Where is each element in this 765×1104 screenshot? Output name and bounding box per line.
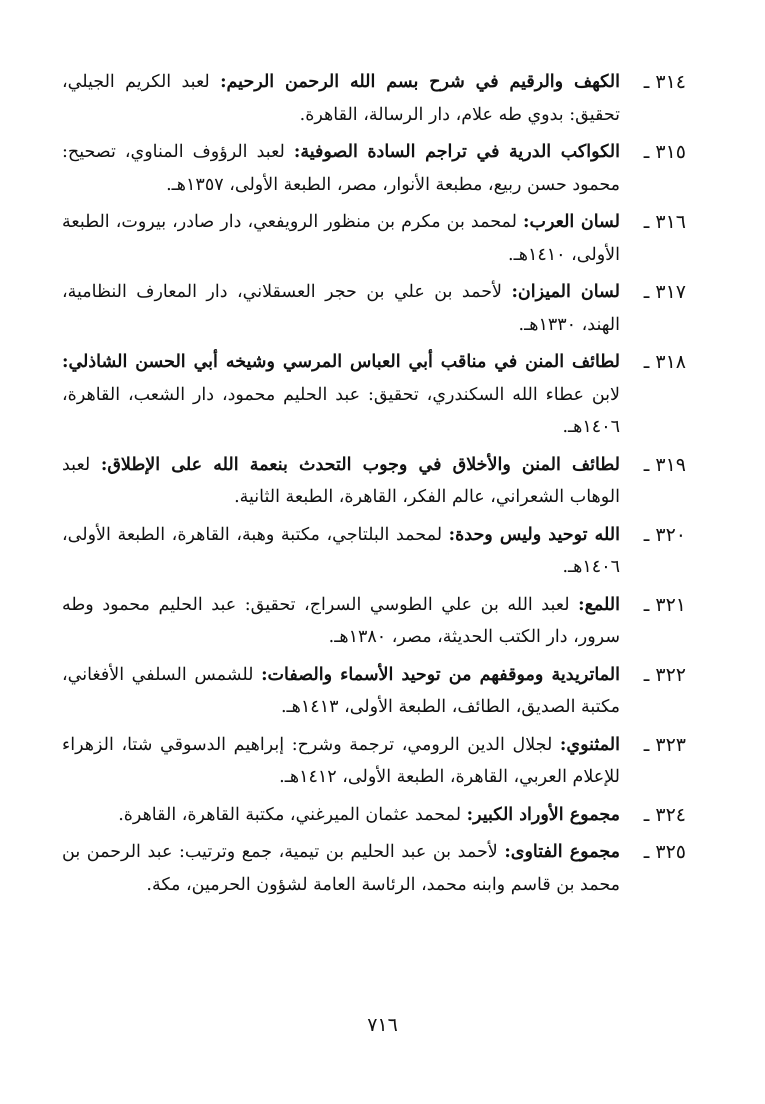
entry-title: الماتريدية وموقفهم من توحيد الأسماء والصفات: [261, 664, 620, 685]
entry-text [62, 66, 620, 131]
entry-text [62, 729, 620, 794]
entry-number: ٣٢٤ ـ [643, 803, 686, 826]
entry-details: لعبد الله بن علي الطوسي السراج، تحقيق: عبد الحليم محمود وطه سرور، دار الكتب الحديثة، مصر، ١٣٨٠هـ. [62, 594, 620, 647]
entry-text [62, 519, 620, 584]
entry-number: ٣١٨ ـ [643, 351, 686, 373]
entry-details: لأحمد بن عبد الحليم بن تيمية، جمع وترتيب: عبد الرحمن بن محمد بن قاسم وابنه محمد، الرئاسة العامة لشؤون الحرمين، مكة. [62, 842, 620, 895]
entry-title: لسان الميزان: [511, 282, 620, 302]
entry-text [62, 276, 620, 341]
entry-title: الله توحيد وليس وحدة: [448, 524, 620, 545]
bibliography-entry-322 [62, 659, 686, 724]
entry-text [62, 589, 620, 654]
bibliography-list [62, 66, 686, 906]
entry-details: لمحمد عثمان الميرغني، مكتبة القاهرة، القاهرة. [118, 804, 467, 825]
bibliography-entry-320 [62, 519, 686, 584]
bibliography-entry-324 [62, 799, 686, 832]
entry-title: لطائف المنن في مناقب أبي العباس المرسي وشيخه أبي الحسن الشاذلي: [62, 352, 620, 372]
entry-text [62, 346, 620, 444]
bibliography-entry-315 [62, 136, 686, 201]
entry-details: لمحمد بن مكرم بن منظور الرويفعي، دار صادر، بيروت، الطبعة الأولى، ١٤١٠هـ. [62, 212, 620, 265]
entry-details: لعبد الوهاب الشعراني، عالم الفكر، القاهرة، الطبعة الثانية. [62, 454, 620, 507]
bibliography-entry-325 [62, 836, 686, 901]
entry-number: ٣١٧ ـ [643, 281, 686, 303]
entry-title: مجموع الأوراد الكبير: [466, 804, 620, 825]
entry-title: لسان العرب: [523, 212, 620, 232]
entry-number: ٣١٥ ـ [643, 141, 686, 163]
entry-text [62, 799, 620, 832]
entry-number: ٣١٤ ـ [643, 71, 686, 93]
bibliography-entry-319 [62, 449, 686, 514]
entry-details: لعبد الكريم الجيلي، تحقيق: بدوي طه علام، دار الرسالة، القاهرة. [62, 72, 620, 125]
bibliography-entry-323 [62, 729, 686, 794]
entry-title: الكهف والرقيم في شرح بسم الله الرحمن الرحيم: [220, 72, 620, 92]
entry-details: لمحمد البلتاجي، مكتبة وهبة، القاهرة، الطبعة الأولى، ١٤٠٦هـ. [62, 524, 620, 577]
entry-title: المثنوي: [559, 734, 620, 755]
bibliography-entry-318 [62, 346, 686, 444]
entry-details: لعبد الرؤوف المناوي، تصحيح: محمود حسن ربيع، مطبعة الأنوار، مصر، الطبعة الأولى، ١٣٥٧هـ. [62, 142, 620, 195]
entry-number: ٣٢٣ ـ [643, 733, 686, 756]
entry-title: مجموع الفتاوى: [504, 842, 620, 862]
bibliography-entry-317 [62, 276, 686, 341]
entry-text [62, 206, 620, 271]
entry-details: لأحمد بن علي بن حجر العسقلاني، دار المعارف النظامية، الهند، ١٣٣٠هـ. [62, 282, 620, 335]
entry-number: ٣١٦ ـ [643, 211, 686, 233]
entry-details: للشمس السلفي الأفغاني، مكتبة الصديق، الطائف، الطبعة الأولى، ١٤١٣هـ. [62, 664, 620, 717]
entry-number: ٣٢٠ ـ [643, 523, 686, 546]
entry-number: ٣٢١ ـ [643, 593, 686, 616]
entry-text [62, 659, 620, 724]
bibliography-entry-316 [62, 206, 686, 271]
page-number: ٧١٦ [367, 1014, 398, 1036]
entry-text [62, 136, 620, 201]
entry-details: لجلال الدين الرومي، ترجمة وشرح: إبراهيم الدسوقي شتا، الزهراء للإعلام العربي، القاهرة، الطبعة الأولى، ١٤١٢هـ. [62, 734, 620, 787]
entry-text [62, 836, 620, 901]
entry-details: لابن عطاء الله السكندري، تحقيق: عبد الحليم محمود، دار الشعب، القاهرة، ١٤٠٦هـ. [62, 384, 620, 437]
entry-title: لطائف المنن والأخلاق في وجوب التحدث بنعمة الله على الإطلاق: [100, 454, 620, 475]
entry-text [62, 449, 620, 514]
entry-number: ٣٢٥ ـ [643, 841, 686, 863]
bibliography-entry-314 [62, 66, 686, 131]
entry-number: ٣١٩ ـ [643, 453, 686, 476]
entry-title: الكواكب الدرية في تراجم السادة الصوفية: [293, 142, 620, 162]
bibliography-entry-321 [62, 589, 686, 654]
entry-number: ٣٢٢ ـ [643, 663, 686, 686]
entry-title: اللمع: [578, 594, 620, 615]
